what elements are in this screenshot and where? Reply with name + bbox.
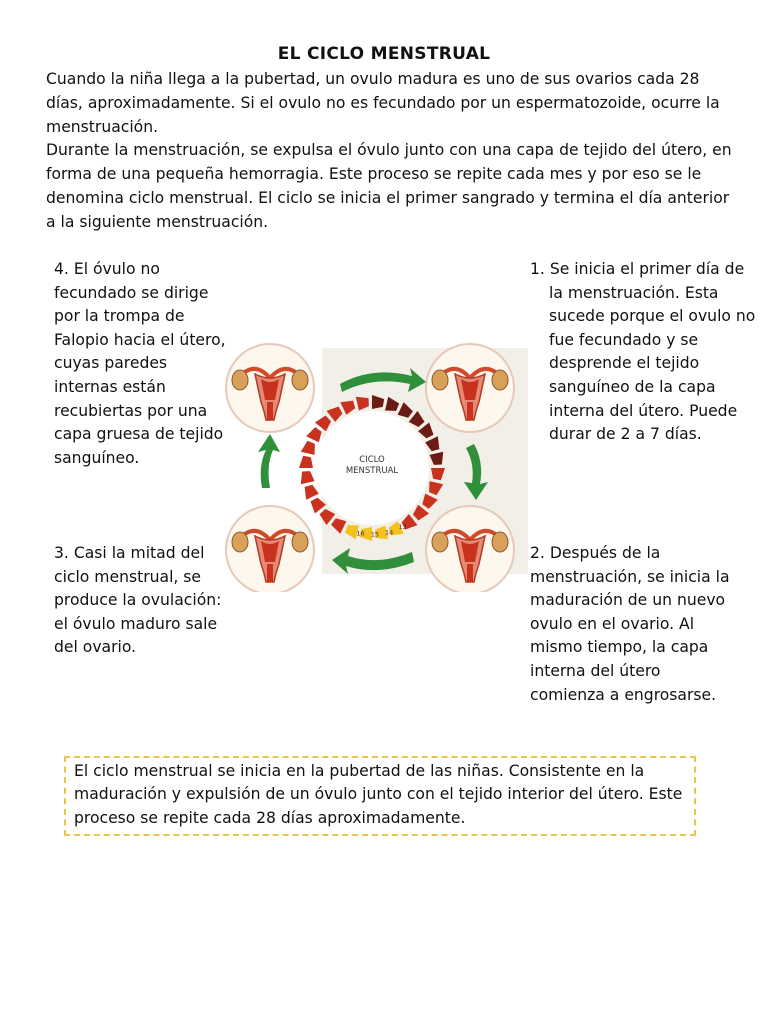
step-4-text: 4. El óvulo no fecundado se dirige por la trompa de Falopio hacia el útero, cuyas paredes internas están recubiertas por una capa gruesa de tejido sanguíneo. [54, 260, 226, 467]
uterus-circle-bottom-right [426, 506, 514, 592]
cycle-segment [305, 485, 319, 500]
uterus-circle-top-left [226, 344, 314, 432]
day-number-label: 13 [398, 523, 407, 531]
cycle-center-label-1: CICLO [359, 455, 385, 465]
cycle-segment [299, 456, 313, 468]
cycle-segment [301, 471, 315, 484]
cycle-center-label-2: MENSTRUAL [345, 466, 399, 476]
arrow-left-icon [258, 434, 280, 488]
intro-paragraph-2: Durante la menstruación, se expulsa el óvulo junto con una capa de tejido del útero, en forma de una pequeña hemorragia. Este proceso se repite cada mes y por eso se le denomina ciclo menstrual. El ciclo se inicia el primer sangrado y termina el día anterior a la siguiente menstruación. [46, 141, 732, 231]
day-number-label: 15 [370, 530, 380, 539]
step-3-text: 3. Casi la mitad del ciclo menstrual, se produce la ovulación: el óvulo maduro sale del ovario. [54, 544, 222, 657]
step-1-text: 1. Se inicia el primer día de la menstruación. Esta sucede porque el ovulo no fue fecundado y se desprende el tejido sanguíneo de la capa interna del útero. Puede durar de 2 a 7 días. [530, 260, 756, 444]
step-2-text: 2. Después de la menstruación, se inicia la maduración de un nuevo ovulo en el ovario. Al mismo tiempo, la capa interna del útero comienza a engrosarse. [530, 544, 730, 704]
uterus-circle-bottom-left [226, 506, 314, 592]
day-number-label: 14 [384, 528, 394, 537]
uterus-circle-top-right [426, 344, 514, 432]
cycle-segment [301, 441, 315, 455]
page-title: EL CICLO MENSTRUAL [277, 44, 491, 64]
summary-box: El ciclo menstrual se inicia en la pubertad de las niñas. Consistente en la maduración y expulsión de un óvulo junto con el tejido interior del útero. Este proceso se repite cada 28 días aproximadamente. [64, 756, 696, 836]
cycle-segment [306, 427, 322, 442]
menstrual-cycle-diagram [222, 340, 528, 592]
day-number-label: 16 [356, 529, 365, 538]
intro-paragraph-1: Cuando la niña llega a la pubertad, un ovulo madura es uno de sus ovarios cada 28 días, aproximadamente. Si el ovulo no es fecundado por un espermatozoide, ocurre la menstruación. [46, 70, 720, 136]
intro-text [46, 68, 736, 235]
